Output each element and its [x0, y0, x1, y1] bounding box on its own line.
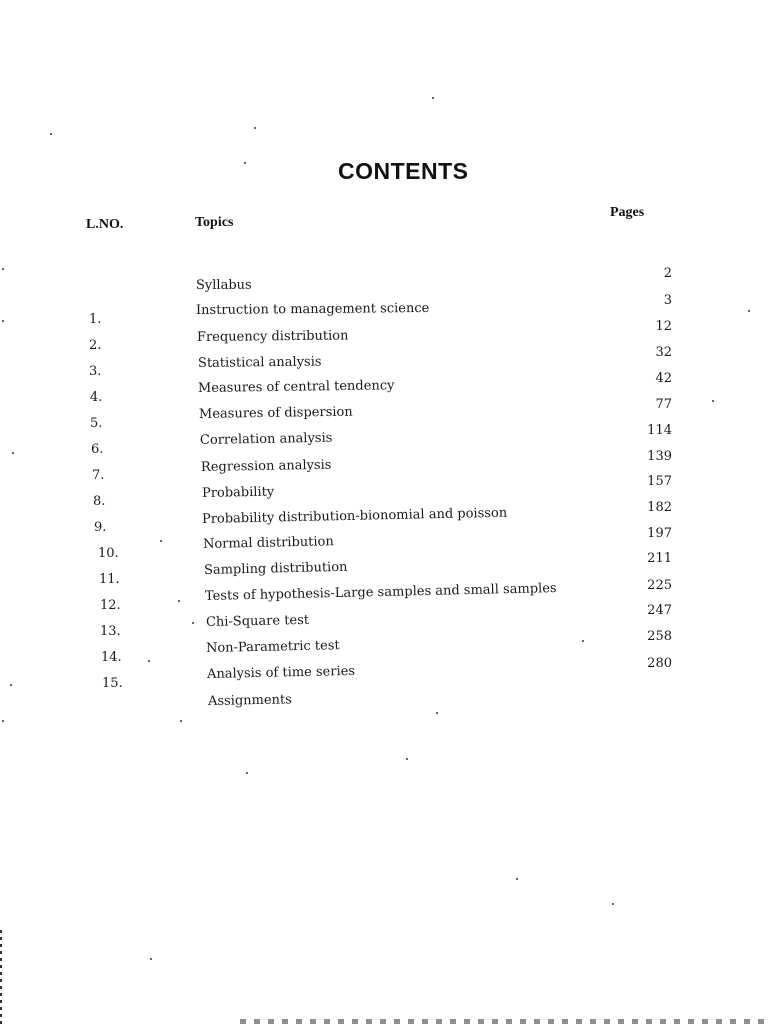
toc-item-number: 1.	[89, 312, 102, 327]
toc-item-topic: Correlation analysis	[199, 430, 333, 448]
toc-item-number: 11.	[99, 572, 120, 587]
toc-item-topic: Instruction to management science	[195, 300, 430, 318]
toc-item-page: 182	[647, 500, 672, 515]
toc-item-number: 5.	[90, 416, 103, 431]
scan-speck	[10, 684, 12, 686]
toc-item-page: 114	[647, 423, 672, 438]
toc-item-topic: Measures of central tendency	[197, 378, 395, 396]
scan-edge-artifact	[0, 930, 2, 1024]
toc-item-number: 3.	[89, 364, 102, 379]
toc-item-page: 197	[647, 526, 672, 541]
scan-speck	[516, 878, 518, 880]
toc-item-number: 8.	[93, 494, 106, 509]
toc-item-page: 247	[647, 603, 672, 618]
toc-item-topic: Chi-Square test	[205, 612, 310, 630]
toc-item-page: 12	[655, 319, 672, 334]
toc-item-topic: Non-Parametric test	[205, 638, 340, 656]
column-header-topics: Topics	[195, 215, 234, 230]
toc-item-topic: Normal distribution	[202, 534, 334, 552]
toc-item-page: 32	[655, 345, 672, 360]
toc-item-number: 15.	[102, 676, 123, 691]
toc-item-page: 77	[655, 397, 672, 412]
scan-speck	[180, 720, 182, 722]
scan-speck	[192, 622, 194, 624]
scan-speck	[50, 133, 52, 135]
scan-speck	[2, 720, 4, 722]
page-title: CONTENTS	[338, 158, 469, 184]
toc-item-page: 280	[647, 656, 672, 671]
toc-item-page: 157	[647, 474, 672, 489]
toc-item-number: 12.	[100, 598, 121, 613]
toc-item-number: 13.	[100, 624, 121, 639]
toc-item-topic: Measures of dispersion	[198, 404, 353, 422]
scan-speck	[246, 772, 248, 774]
scan-artifact	[240, 1019, 768, 1024]
toc-item-page: 42	[655, 371, 672, 386]
toc-item-page: 211	[647, 551, 672, 566]
scan-speck	[254, 127, 256, 129]
scan-speck	[582, 640, 584, 642]
scan-speck	[748, 310, 750, 312]
scan-speck	[436, 712, 438, 714]
scan-speck	[432, 97, 434, 99]
toc-item-topic: Probability	[201, 484, 275, 501]
toc-item-topic: Assignments	[207, 692, 293, 709]
scan-speck	[148, 660, 150, 662]
scan-speck	[712, 400, 714, 402]
column-header-pages: Pages	[610, 205, 645, 220]
toc-item-topic: Frequency distribution	[196, 328, 349, 345]
toc-item-number: 14.	[101, 650, 122, 665]
toc-item-topic: Statistical analysis	[197, 354, 322, 371]
toc-item-topic: Sampling distribution	[203, 559, 348, 578]
scan-speck	[150, 958, 152, 960]
toc-item-topic: Tests of hypothesis-Large samples and small samples	[204, 581, 557, 604]
toc-item-number: 10.	[98, 546, 119, 561]
column-header-lno: L.NO.	[86, 217, 124, 232]
scan-speck	[2, 320, 4, 322]
toc-item-page: 3	[663, 293, 672, 308]
toc-item-number: 7.	[92, 468, 105, 483]
scan-speck	[160, 540, 162, 542]
toc-item-topic: Regression analysis	[200, 457, 332, 475]
scan-speck	[244, 162, 246, 164]
toc-item-page: 258	[647, 629, 672, 644]
toc-item-topic: Syllabus	[195, 277, 252, 293]
toc-item-number: 9.	[94, 520, 107, 535]
toc-item-page: 2	[663, 266, 672, 281]
toc-item-topic: Analysis of time series	[206, 663, 356, 682]
toc-item-page: 225	[647, 578, 672, 593]
scan-speck	[178, 600, 180, 602]
scan-speck	[612, 903, 614, 905]
scan-speck	[2, 268, 4, 270]
scan-speck	[406, 758, 408, 760]
toc-item-number: 4.	[90, 390, 103, 405]
toc-item-topic: Probability distribution-bionomial and poisson	[201, 505, 508, 527]
toc-item-number: 2.	[89, 338, 102, 353]
toc-item-number: 6.	[91, 442, 104, 457]
scan-speck	[12, 452, 14, 454]
toc-item-page: 139	[647, 449, 672, 464]
